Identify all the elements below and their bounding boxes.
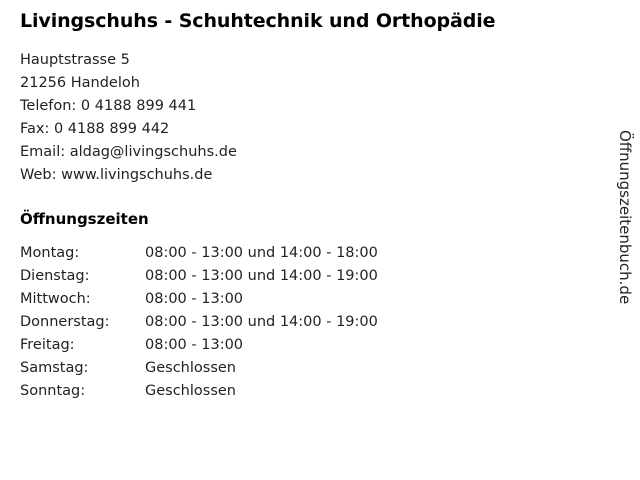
table-row (20, 357, 475, 380)
watermark-brand (614, 130, 636, 380)
table-row (20, 380, 475, 403)
table-row (20, 265, 475, 288)
address-block (20, 49, 590, 187)
day-hours: Geschlossen (145, 359, 236, 376)
address-line-city: 21256 Handeloh (20, 74, 140, 91)
address-line-email: Email: aldag@livingschuhs.de (20, 143, 237, 160)
day-hours: Geschlossen (145, 382, 236, 399)
address-line-web: Web: www.livingschuhs.de (20, 166, 213, 183)
day-label: Samstag: (20, 359, 89, 376)
day-label: Sonntag: (20, 382, 86, 399)
opening-hours-table (20, 242, 475, 403)
address-line-phone: Telefon: 0 4188 899 441 (20, 97, 197, 114)
table-row (20, 242, 475, 265)
day-hours: 08:00 - 13:00 und 14:00 - 18:00 (145, 244, 378, 261)
table-row (20, 288, 475, 311)
day-label: Donnerstag: (20, 313, 110, 330)
day-hours: 08:00 - 13:00 (145, 336, 244, 353)
table-row (20, 334, 475, 357)
table-row (20, 311, 475, 334)
address-line-fax: Fax: 0 4188 899 442 (20, 120, 170, 137)
page-title: Livingschuhs - Schuhtechnik und Orthopädie (20, 10, 496, 32)
business-card (20, 10, 590, 403)
day-label: Mittwoch: (20, 290, 91, 307)
day-label: Dienstag: (20, 267, 90, 284)
day-hours: 08:00 - 13:00 und 14:00 - 19:00 (145, 267, 378, 284)
watermark-text: Öffnungszeitenbuch.de (616, 130, 634, 305)
day-label: Montag: (20, 244, 80, 261)
day-hours: 08:00 - 13:00 und 14:00 - 19:00 (145, 313, 378, 330)
day-label: Freitag: (20, 336, 75, 353)
address-line-street: Hauptstrasse 5 (20, 51, 130, 68)
day-hours: 08:00 - 13:00 (145, 290, 244, 307)
opening-hours-heading: Öffnungszeiten (20, 209, 149, 228)
